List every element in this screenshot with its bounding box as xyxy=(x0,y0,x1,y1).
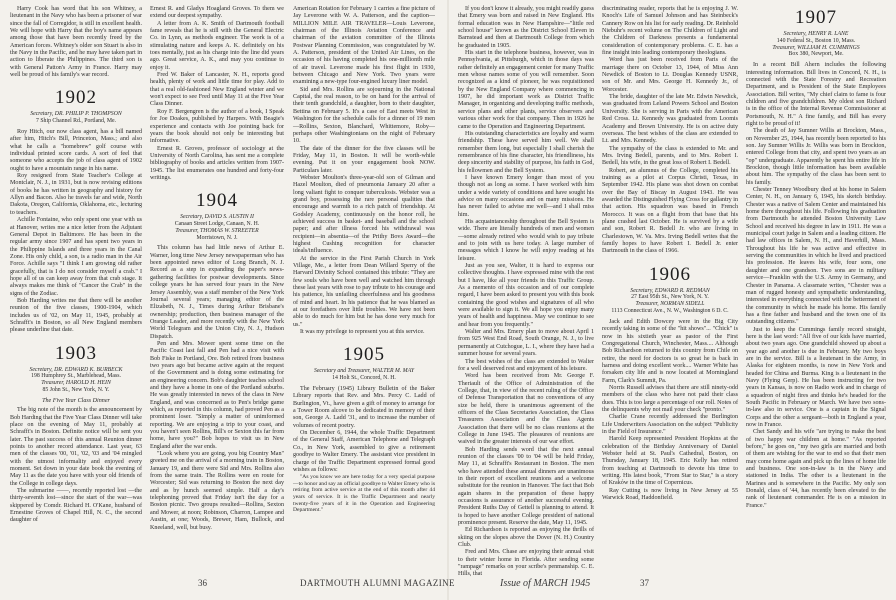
column-6 xyxy=(746,6,886,566)
paragraph: His start in the telephone business, however, was in Pennsylvania, at Pittsburgh, which in those days was rather definitely an engagement center for many Traffic men whose names some of you will remember. Soon recognized as a kind of pioneer, he was requisitioned by the New England Company where commencing in 1907, he did important work as District Traffic Manager, in organizing and developing traffic methods, service plans and other plants, service observers and various other work for that company. Then in 1926 he came to the Operation and Engineering Department. xyxy=(458,50,594,130)
paragraph: Bob Harding writes me that there will be another reunion of the five classes, 1900-1904, which includes us of '02, on May 11, 1945, probably at Schrafft's in Boston, so all New England members please underline that date. xyxy=(10,297,142,334)
paragraph: Sid and Mrs. Rollins are sojourning in the National Capital, the real reason, to be on hand for the arrival of their tenth grandchild, a daughter, born to their daughter, Bettina on February 5. It's a case of East meets West in Washington for the schedule calls for a dinner of 19 men—Rollins, Sexton, Blanchard, Whittemore, Roby—perhaps other Washingtonians on the night of February 10. xyxy=(293,86,435,145)
magazine-title: DARTMOUTH ALUMNI MAGAZINE xyxy=(300,578,455,588)
paragraph: American Rotation for February 1 carries a fine picture of Jay Leverone with W. A. Patterson, and the caption—MILLION MILE AIR TRAVELER—Louis Leverone, chairman of the Illinois Aviation Conference and chairman of the aviation committee of the Illinois Postwar Planning Commission, was congratulated by W. A. Patterson, president of the United Air Lines, on the occasion of his having completed his one-millionth mile of air travel. Leverone made his first flight in 1930, between Chicago and New York. Two years were examining a new-type four-engined luxury liner model. xyxy=(293,6,435,86)
paragraph: On December 6, 1944, the whole Traffic Department of the General Staff, American Telephone and Telegraph Co., in New York, assembled to give a retirement goodbye to Walter Emery. The assistant vice president in charge of the Traffic Department expressed formal good wishes as follows: xyxy=(293,430,435,473)
column-5 xyxy=(602,6,738,566)
paragraph: If you don't know it already, you might readily guess that Emery was born and raised in New England. His formal education was in New Hampshire—"little red school house" known as the District School Eleven in Barnstead and then at Dartmouth College from which he graduated in 1905. xyxy=(458,6,594,49)
paragraph: Ernest R. and Gladys Hoagland Groves. To them we extend our deepest sympathy. xyxy=(150,6,284,20)
page-gutter xyxy=(447,0,449,600)
class-treasurer-address: 1113 Connecticut Ave., N. W., Washington 6 D. C. xyxy=(611,308,729,315)
paragraph: The best wishes of the class are extended to Walter for a well deserved rest and enjoyment of his leisure. xyxy=(458,358,594,372)
column-4 xyxy=(458,6,594,578)
paragraph: This column has had little news of Arthur E. Warner, long time New Jersey newspaperman who has been appointed news editor of Long Branch, N. J. Record as a step in expanding the paper's news-gathering facilities for postwar developments. Since college years he has served four years in the New Jersey Assembly, was a staff member of the New York Journal several years; managing editor of the Elizabeth, N. J., Times during Arthur Brisbane's ownership; production, then business manager of the Orange Leader, and more recently with the New York World Telegram and the Union City, N. J., Hudson Dispatch. xyxy=(150,245,284,340)
class-treasurer: Treasurer, THOMAS W. STREETER xyxy=(175,227,259,234)
paragraph: Ernest R. Groves, professor of sociology at the University of North Carolina, has sent me a complete bibliography of books and articles written from 1907-1945. The list enumerates one hundred and forty-four writings. xyxy=(150,145,284,181)
paragraph: The big note of the month is the announcement by Bob Harding that the Five Year Class Dinner will take place on the evening of May 11, probably at Schrafft's in Boston. Definite notice will be sent you later. The past success of this annual Reunion dinner points to another record attendance. Last year, 63 men of the classes '00, '01, '02, '03 and '04 mingled with the utmost informality and enjoyed every moment. Set down in your date book the evening of May 11 as the date you have with your old friends of the College in college days. xyxy=(10,407,143,487)
paragraph: The February (1945) Library Bulletin of the Baker Library reports that Rev. and Mrs. Percy C. Ladd of Burlington, Vt., have given a gift of money to arrange for a Tower Room alcove to be dedicated in memory of their son, George A. Ladd '31, and to increase the number of volumes of recent poetry. xyxy=(293,386,435,429)
paragraph: Roy Hitch, our now class agent, has a bill named after him, Hitch's Bill, Princeton, Mass.; and also what he calls a "homebrew" golf course with individual printed score cards. A sort of feel that someone who accepts the job of class agent of 1902 ought to have a mountain range in his name. xyxy=(10,129,142,172)
paragraph: Charlie Crane recently addressed the Burlington Life Underwriters Association on the subject "Publicity in the Field of Insurance." xyxy=(602,414,738,436)
page-footer xyxy=(0,574,896,594)
paragraph: Fred W. Baker of Lancaster, N. H., reports good health, plenty of work and little time for play. Add to that a real old-fashioned New England winter and we won't expect to see Fred until May 11 at the Five Year Class Dinner. xyxy=(150,72,284,108)
issue-date: Issue of MARCH 1945 xyxy=(500,578,591,589)
paragraph: Harry Cook has word that his son Whitney, a lieutenant in the Navy who has been a prisoner of war since the fall of Corregidor, is still in excellent health. We will hope with Harry that the boy's name appears among those that have been recently freed by the American forces. Whitney's older son Stuart is also in the Navy in the Pacific, and he may have taken part in action to liberate the Philippines. The third son is with General Patton's Army in France. Harry may well be proud of his family's war record. xyxy=(10,6,142,79)
paragraph: The bride, daughter of the late Mr. Edwin Newdick, was graduated from Leland Powers School and Boston University. She is serving in Paris with the American Red Cross. Lt. Kennedy was graduated from Loomis Academy and Brown University. He is on active duty overseas. The best wishes of the class are extended to Lt. and Mrs. Kennedy. xyxy=(602,94,738,145)
paragraph: discriminating reader, reports that he is enjoying J. W. Knoch's Life of Samuel Johnson and has Steinbeck's Cannery Row on his list for early reading. Dr. Reinhold Niebuhr's recent volume on The Children of Light and the Children of Darkness presents a fundamental consideration of contemporary problems. C. E. has a fine insight into leading contemporary theologians. xyxy=(602,6,738,57)
paragraph: Just as you see, Walter, it is hard to express our collective thoughts. I have expressed mine with the rest but I have, like all your friends in this Traffic Group. As a memento of this occasion and of our complete regard, I have been asked to present you with this book containing the good wishes and signatures of all who were available to sign it. We all hope you enjoy many years of health and happiness. May we continue to see and hear from you frequently." xyxy=(458,263,594,328)
paragraph: Walter and Mrs. Emery plan to move about April 1 from 925 West End Road, South Orange, N. J., to live permanently at Cutchogue, L. I., where they have had a summer house for several years. xyxy=(458,329,594,358)
class-secretary: Secretary, DAVID S. AUSTIN II xyxy=(180,214,254,221)
column-3 xyxy=(293,6,435,566)
paragraph: Fred and Mrs. Chase are enjoying their annual visit to their winter home in Florida. After sending some "rampage" remarks on your scribe's penmanship. C. E. Hills, that xyxy=(458,549,594,578)
class-treasurer-address: 85 John St., New York, N. Y. xyxy=(42,387,110,394)
page-number-right: 37 xyxy=(640,578,649,588)
paragraph: His outstanding characteristics are loyalty and warm friendship. These have served him well. We shall remember them long, but especially I shall cherish the remembrance of his fine character, his friendliness, his deep sincerity and stability of purpose, his faith in God, his fellowmen and the Bell System. xyxy=(458,130,594,174)
paragraph: Pen and Mrs. Mower spent some time on the Pacific Coast last fall and Pen had a nice visit with Bob Fiske in Portland, Ore. Bob retired from business two years ago but became active again at the request of the Government and is doing some estimating for an engineering concern. Bob's daughter teaches school and they have a home in one of the Portland suburbs. He was greatly interested in news of the class in New England, and was concerned as to Pen's bridge game which, as reported in this column, had proved Pen as a prominent loser. "Simply a matter of unimformed reporting. We are enjoying a trip to your coast, and you haven't seen Rollins, Bill's or Sexton this far from home, have you?" Bob hopes to visit us in New England after the war ends. xyxy=(150,340,284,450)
paragraph: Jack and Edith Dowcey were in the Big City recently taking in some of the "hit shows"... "Chick" is now in his sixtieth year as pastor of the First Congregational Church, Winchester, Mass.... Although Bob Richardson returned to this country from Chile on retire, the need for doctors is so great he is back in harness and doing excellent work.... Warner White has forsaken city life and is now located at Morningland Farm, Clark's Summit, Pa. xyxy=(602,318,738,384)
class-year-heading: 1905 xyxy=(343,344,385,366)
paragraph: Roy F. Bergengren is the author of a book, I Speak for Joe Doakes, published by Harpers. With Beagie's experience and contacts with Joe pointing back for years the book should not only be interesting but informative. xyxy=(150,108,284,145)
paragraph: Roy resigned from State Teacher's College at Montclair, N. J., in 1931, but is now revising editions of books he has written in geography and history for Allyn and Bacon. Also he travels far and wide, North Dakota, Oregon, California, Oklahoma, etc., lecturing to teachers. xyxy=(10,173,142,216)
column-1 xyxy=(10,6,142,566)
paragraph: The death of Jay Sumner Willis at Brockton, Mass., on November 25, 1944, has recently been reported to his son. Jay Sumner Willis Jr. Willis was born in Brockton, entered College from that city, and spent two years as an "op" undergraduate. Apparently he spent his entire life in Brockton, though little information has been available about him. The sympathy of the class has been sent to his family. xyxy=(746,128,886,186)
paragraph: Ed Richardson is reported as enjoying the thrills of skiing on the slopes above the Dover (N. H.) Country Club. xyxy=(458,527,594,549)
class-secretary-address: 7 Ship Channel Rd., Portland, Me. xyxy=(35,118,117,125)
paragraph: The sympathy of the class is extended to Mr. and Mrs. Irving Bedell, parents, and to Mrs. Robert I. Bedell, his wife, in the great loss of Robert I. Bedell. xyxy=(602,145,738,167)
paragraph: A letter from A. K. Smith of Dartmouth football fame reveals that he is still with the General Electric Co. in Lynn, as methods engineer. The work is of a stimulating nature and keeps A. K. definitely on his toes mentally, just as his charge into the line did years ago. Great service, A. K., and may you continue to enjoy it. xyxy=(150,20,284,71)
paragraph: Word has just been received from Paris of the marriage there on October 13, 1944, of Miss Ann Newdick of Boston to Lt. Douglas Kennedy USNR, son of Mr. and Mrs. George H. Kennedy Jr., of Worcester. xyxy=(602,57,738,93)
paragraph: The submarine ——, recently reported lost —the thirty-seventh lost—since the start of the war—was skippered by Comdr. Richard H. O'Kane, husband of Ernestine Groves of Chapel Hill, N. C., the second daughter of xyxy=(10,487,142,524)
class-secretary: Secretary and Treasurer, WALTER M. MAY xyxy=(313,368,415,375)
class-secretary-address: 198 Humphrey St., Marblehead, Mass. xyxy=(31,373,121,380)
paragraph: Just to keep the Cummings family record straight, here is the last word: "All five of our kids have married, about two years ago. One grandchild showed up about a year ago and another is due in February. My two boys are in the service. Bill is a lieutenant in the Army, in Alaska for eighteen months, is now in New York and headed for China and Burma. King is a lieutenant in the Navy (Flying Gerp). He has been instructing for two years in Kansas, is now on Radio work and in charge of a squadron of night fires and thinks he's headed for the South Pacific in February or March. We have two sons-in-law also in service. One is a captain in the Signal Corps and the other a sergeant—both in England a year, now in France. xyxy=(746,326,886,429)
paragraph: His acquaintanceship throughout the Bell System is wide. There are literally hundreds of men and women—some already retired who would wish to pay tribute and to join with us here today. A large number of messages which I know he will enjoy reading at his leisure. xyxy=(458,218,594,262)
class-year-heading: 1904 xyxy=(196,190,238,212)
paragraph: Norris Russell advises that there are still ninety-odd members of the class who have not paid their class dues. This is too large a percentage of our roll. Notes of the delinquents why not mail your check "pronto." xyxy=(602,384,738,413)
paragraph: "As you know we are here today for a very special purpose—to honor and say an official goodbye to Walter Emery who is retiring from active service at the end of this month after 44 years of service. It is the Traffic Department and nearly twenty-five years of it in the Operation and Engineering Department." xyxy=(293,474,435,514)
class-secretary-address: 27 East 95th St., New York, N. Y. xyxy=(631,294,709,301)
paragraph: Word has been received from Mr. George F. Theriault of the Office of Administration of the College, that, in view of the recent ruling of the Office of Defense Transportation that no conventions of any size be held, there is unanimous agreement of the officers of the Class Secretaries Association, the Class Treasurers Association and the Class Agents Association that there will be no class reunions at the College in June 1945. The pleasures of reunions are waived in the greater interests of our war effort. xyxy=(458,373,594,446)
paragraph: Harold Keep represented President Hopkins at the celebration of the Birthday Anniversary of Daniel Webster held at St. Paul's Cathedral, Boston, on Thursday, January 18, 1945. Eric Kelly has retired from teaching at Dartmouth to devote his time to writing. His latest book, "From Star to Star," is a story of Kraków in the time of Copernicus. xyxy=(602,436,738,487)
class-treasurer: Treasurer, NORMAN SIDELL xyxy=(635,301,705,308)
paragraph: In a recent Bill Ahern includes the following interesting information. Bill lives in Concord, N. H., is connected with the State Forestry and Recreation Department, and is President of the State Employees Association. Bill writes, "My chief claim to fame is four children and five grandchildren. My oldest son Richard is in the office of the Internal Revenue Commissioner at Portsmouth, N. H." A fine family, and Bill has every right to be proud of it! xyxy=(746,62,886,127)
paragraph: Bob Harding sends word that the next annual reunion of the classes '00 to '04 will be held Friday, May 11, at Schrafft's Restaurant in Boston. The men who have attended these annual dinners are unanimous in their report of excellent reunions and a welcome substitute for the reunion in Hanover. The fact that Bob again shares in the preparation of these happy occasions is assurance of another successful evening. President Ruths Day of Gettell is planning to attend. It is hoped to have another College president of national prominence present. Reserve the date, May 11, 1945. xyxy=(458,446,594,527)
page-number-left: 36 xyxy=(198,578,207,588)
paragraph: Achille Fontaine, who only spent one year with us at Hanover, writes me a nice letter from the Adjutant General Depot in Baltimore. He has been in the regular army since 1907 and has spent two years in the Philippine Islands and three years in the Canal Zone. His only child, a son, is a radio man in the Air Force. Achille says "I think I am growing old rather gracefully, that is I do not consider myself a crab." I hope all of us can keep away from that crab stage. It always makes me think of "Cancer the Crab" in the signs of the Zodiac. xyxy=(10,217,142,297)
paragraph: The date of the dinner for the five classes will be Friday, May 11, in Boston. It will be worth-while evening. Put it on your engagement book NOW. Particulars later. xyxy=(293,145,435,174)
class-secretary-address: 14 Holt St., Concord, N. H. xyxy=(332,375,396,382)
section-heading: The Five Year Class Dinner xyxy=(42,397,110,404)
class-secretary: Secretary, HENRY R. LANE xyxy=(783,31,849,37)
class-year-heading: 1907 xyxy=(795,7,837,28)
paragraph: Robert, an alumnus of the College, completed his training as a pilot at Corpus Christi, Texas, in September 1942. His plane was shot down on combat over the Bay of Biscay in August 1943. He was awarded the Distinguished Flying Cross for gallantry in that action. His squadron was based in French Morocco. It was on a flight from that base that his plane crashed last October. He is survived by a wife and son, Robert R. Bedell Jr. who are living in Charlestown, W. Va. Mrs. Irving Bedell writes that the family hopes to have Robert I. Bedell Jr. enter Dartmouth in the class of 1966. xyxy=(602,167,738,255)
paragraph: "Look where you are going, you big Country Man" greeted me on the arrival of a morning train in Boston, January 19, and there were Sid and Mrs. Rollins also from the same train. The Rollins were en route for Worcester; Sid was returning to Boston the next day and as by hunch seemed simple. Half a day's telephoning proved that Friday isn't the day for a Boston picnic. Two groups resulted—Rollins, Sexton and Mower, at noon; Robinson, Charron, Lampee and Austin, at one; Woods, Brewer, Ham, Bullock, and Kneeland, well, but busy. xyxy=(150,451,284,531)
class-secretary: Secretary, DR. EDWARD K. BURBECK xyxy=(29,366,123,373)
class-treasurer-address: Morristown, N. J. xyxy=(196,234,238,241)
class-treasurer-address: Box 380, Newport, Me. xyxy=(788,51,844,58)
class-treasurer: Treasurer, WILLIAM H. CUMMINGS xyxy=(772,44,860,51)
class-year-heading: 1906 xyxy=(649,263,691,285)
paragraph: Chet Sandy and his wife "are trying to make the best of two happy war children at home." "As reported before," he goes on, "my two girls are married and both of them are wishing for the war to end so that their men may come home again and pick up the lines of home life and business. One son-in-law is in the Navy and stationed in India. The other is a lieutenant in the Marines and is somewhere in the Pacific. My only son Donald, class of '44, has recently been elevated to the rank of lieutenant commander. He is on a mission in France." xyxy=(746,429,886,509)
paragraph: It was my privilege to represent you at this service. xyxy=(300,329,425,336)
paragraph: I have known Emery longer than most of you though not as long as some. I have worked with him under a wide variety of conditions and have sought his advice on many occasions and on many missions. He has never failed to advise me well—and I shall miss him. xyxy=(458,174,594,218)
paragraph: Webster Moulton's three-year-old son of Gilman and Hazel Moulton, died of pneumonia January 20 after a long valiant fight to conquer tuberculosis. Webster was a grand boy, possessing the rare personal qualities that encourage and warmth to a rich patch of friendship. At Godsley Academy, continuously on the honor roll, he achieved success in basket- and baseball and the school paper; and after illness forced his withdrawal was recipient—in absentia—of the Prithy Bovs Award—the highest Cushing recognition for character ideals/influence. xyxy=(293,174,435,255)
class-year-heading: 1902 xyxy=(55,87,97,109)
class-secretary: Secretary, EDWARD R. REDMAN xyxy=(630,287,710,294)
paragraph: Chester Tenney Woodbury died at his home in Salem Center, N. H., on January 6, 1945, his sketch birthday. Chester was a native of Salem Center and maintained his home there throughout his life. Following his graduation from Dartmouth he attended Boston University Law School and received his degree in law in 1911. He was a municipal court judge in Salem and a leading citizen. He had law offices in Salem, N. H., and Haverhill, Mass. Throughout his life he was active and effective in serving the communities in which he lived and practiced his profession. He leaves his wife, four sons, one daughter and one grandson. Two sons are in military service—Franklin with the U.S. Army in Germany, and Chester in Panama. A classmate writes, "Chester was a man of rugged honesty and sympathetic understanding, interested in everything connected with the betterment of the community in which he made his home. His family has a fine father and husband and the town one of its outstanding citizens." xyxy=(746,187,886,326)
class-secretary-address: 140 Federal St., Boston 10, Mass. xyxy=(776,37,856,44)
paragraph: At the service in the First Parish Church in York Village, Me., a letter from Dean Willard Sperry of the Harvard Divinity School contained this tribute: "They are few souls who have been well and watched him through these last years with rose to pay tribute to his courage and his patience, his unfailing cheerfulness and his goodness of mind and heart. In his patience that he was blamed as at our forefathers over little troubles. We have not been able to do much for him but he has done very much for us." xyxy=(293,255,435,328)
class-year-heading: 1903 xyxy=(55,342,97,364)
class-secretary-address: Canaan Street Lodge, Canaan, N. H. xyxy=(174,221,260,228)
class-secretary: Secretary, DR. PHILIP P. THOMPSON xyxy=(30,111,122,118)
column-2 xyxy=(150,6,284,566)
paragraph: Ray Cutting is now living in New Jersey at 55 Warwick Road, Haddonfield. xyxy=(602,487,738,502)
class-treasurer: Treasurer, HAROLD H. HEIN xyxy=(41,380,111,387)
